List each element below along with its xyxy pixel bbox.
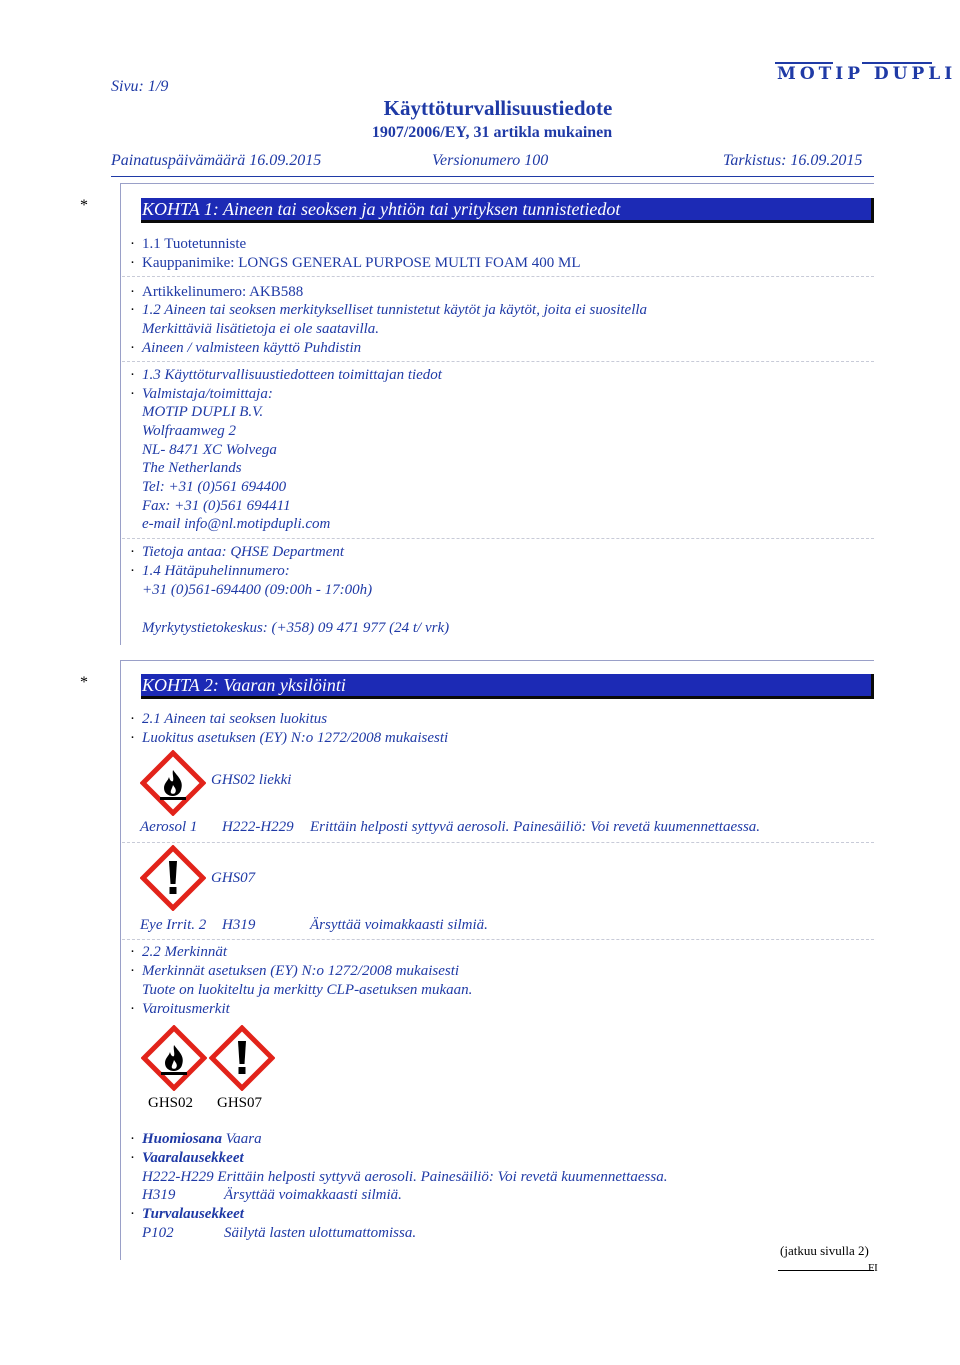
subsection-2-2-label: 2.2 Merkinnät <box>142 944 227 960</box>
precaution-text: Säilytä lasten ulottumattomissa. <box>224 1225 417 1241</box>
pictograms-label: Varoitusmerkit <box>142 1001 230 1017</box>
section-frame-top <box>120 660 874 661</box>
clp-label: Luokitus asetuksen (EY) N:o 1272/2008 mukaisesti <box>142 730 449 746</box>
pictogram-caption: GHS07 <box>217 1095 263 1111</box>
trade-name-row: · Kauppanimike: LONGS GENERAL PURPOSE MULTI FOAM 400 ML <box>130 255 581 271</box>
hazard-code: H319 <box>142 1187 176 1203</box>
hazard-row: · Vaaralausekkeet <box>130 1150 244 1166</box>
precaution-label: Turvalausekkeet <box>142 1206 244 1222</box>
row-separator <box>122 538 874 539</box>
ghs02-name: GHS02 liekki <box>211 772 292 788</box>
print-date: Painatuspäivämäärä 16.09.2015 <box>111 152 322 169</box>
eye-code: H319 <box>222 917 256 933</box>
signal-word-label: Huomiosana <box>142 1131 223 1147</box>
subsection-1-3: · 1.3 Käyttöturvallisuustiedotteen toimittajan tiedot <box>130 367 442 383</box>
row-separator <box>122 939 874 940</box>
section-frame <box>120 660 121 1260</box>
company-logo: MOTIP DUPLI <box>777 64 957 84</box>
eye-text: Ärsyttää voimakkaasti silmiä. <box>310 917 488 933</box>
info-label: Tietoja antaa: <box>142 544 227 560</box>
section-2-title: KOHTA 2: Vaaran yksilöinti <box>142 675 346 695</box>
flame-icon <box>140 750 206 816</box>
address-line: The Netherlands <box>142 460 242 476</box>
subsection-1-4-label: 1.4 Hätäpuhelinnumero: <box>142 563 290 579</box>
phone-line: Tel: +31 (0)561 694400 <box>142 479 287 495</box>
aerosol-class: Aerosol 1 <box>140 819 198 835</box>
page-number: Sivu: 1/9 <box>111 78 169 95</box>
section-1-title: KOHTA 1: Aineen tai seoksen ja yhtiön tai yrityksen tunnistetiedot <box>142 199 621 219</box>
supplier-row: · Valmistaja/toimittaja: <box>130 386 273 402</box>
hazard-label: Vaaralausekkeet <box>142 1150 244 1166</box>
row-separator <box>122 842 874 843</box>
no-info-text: Merkittäviä lisätietoja ei ole saatavilla. <box>142 321 380 337</box>
eye-class: Eye Irrit. 2 <box>140 917 207 933</box>
hazard-statement: H222-H229 Erittäin helposti syttyvä aerosoli. Painesäiliö: Voi revetä kuumennettaessa. <box>142 1169 668 1185</box>
fax-line: Fax: +31 (0)561 694411 <box>142 498 291 514</box>
pictograms-row: · Varoitusmerkit <box>130 1001 230 1017</box>
section-frame-top <box>120 183 874 184</box>
subsection-1-1-label: 1.1 Tuotetunniste <box>142 236 247 252</box>
hazard-text: Ärsyttää voimakkaasti silmiä. <box>224 1187 402 1203</box>
pictogram-caption: GHS02 <box>148 1095 194 1111</box>
label-reg-row: · Merkinnät asetuksen (EY) N:o 1272/2008 mukaisesti <box>130 963 460 979</box>
document-title: Käyttöturvallisuustiedote <box>383 96 613 120</box>
precaution-code: P102 <box>142 1225 174 1241</box>
language-code: FI <box>868 1262 878 1274</box>
signal-word-row: · Huomiosana Vaara <box>130 1131 262 1147</box>
row-separator <box>122 276 874 277</box>
article-number-value: AKB588 <box>249 284 304 300</box>
poison-center: Myrkytystietokeskus: (+358) 09 471 977 (24 t/ vrk) <box>142 620 450 636</box>
info-value: QHSE Department <box>230 544 345 560</box>
signal-word-value: Vaara <box>225 1131 262 1147</box>
exclamation-mark-icon <box>209 1025 275 1091</box>
section-frame <box>120 183 121 645</box>
address-line: Wolfraamweg 2 <box>142 423 237 439</box>
subsection-1-1: · 1.1 Tuotetunniste <box>130 236 247 252</box>
article-number-row: · Artikkelinumero: AKB588 <box>130 284 304 300</box>
trade-name-value: LONGS GENERAL PURPOSE MULTI FOAM 400 ML <box>238 255 581 271</box>
flame-icon <box>141 1025 207 1091</box>
emergency-phone: +31 (0)561-694400 (09:00h - 17:00h) <box>142 582 373 598</box>
subsection-2-1: · 2.1 Aineen tai seoksen luokitus <box>130 711 328 727</box>
info-row: · Tietoja antaa: QHSE Department <box>130 544 345 560</box>
subsection-1-2: · 1.2 Aineen tai seoksen merkitykselliset tunnistetut käytöt ja käytöt, joita ei suositella <box>130 302 648 318</box>
document-subtitle: 1907/2006/EY, 31 artikla mukainen <box>371 124 613 141</box>
row-separator <box>122 361 874 362</box>
address-line: MOTIP DUPLI B.V. <box>142 404 264 420</box>
address-line: NL- 8471 XC Wolvega <box>142 442 277 458</box>
label-reg-label: Merkinnät asetuksen (EY) N:o 1272/2008 mukaisesti <box>142 963 460 979</box>
version-number: Versionumero 100 <box>432 152 549 169</box>
email-line[interactable]: e-mail info@nl.motipdupli.com <box>142 516 331 532</box>
ghs07-name: GHS07 <box>211 870 256 886</box>
use-label: Aineen / valmisteen käyttö <box>142 340 300 356</box>
subsection-1-2-label: 1.2 Aineen tai seoksen merkitykselliset tunnistetut käytöt ja käytöt, joita ei suositella <box>142 302 648 318</box>
trade-name-label: Kauppanimike: <box>142 255 235 271</box>
article-number-label: Artikkelinumero: <box>142 284 247 300</box>
subsection-2-2: · 2.2 Merkinnät <box>130 944 227 960</box>
use-value: Puhdistin <box>303 340 362 356</box>
label-note: Tuote on luokiteltu ja merkitty CLP-asetuksen mukaan. <box>142 982 473 998</box>
aerosol-text: Erittäin helposti syttyvä aerosoli. Painesäiliö: Voi revetä kuumennettaessa. <box>310 819 761 835</box>
header-divider <box>111 176 874 177</box>
revision-marker: * <box>80 674 88 691</box>
footer-rule <box>778 1270 874 1271</box>
supplier-label: Valmistaja/toimittaja: <box>142 386 273 402</box>
subsection-1-3-label: 1.3 Käyttöturvallisuustiedotteen toimittajan tiedot <box>142 367 442 383</box>
precaution-row: · Turvalausekkeet <box>130 1206 244 1222</box>
subsection-2-1-label: 2.1 Aineen tai seoksen luokitus <box>142 711 328 727</box>
revision-marker: * <box>80 197 88 214</box>
use-row: · Aineen / valmisteen käyttö Puhdistin <box>130 340 362 356</box>
clp-row: · Luokitus asetuksen (EY) N:o 1272/2008 mukaisesti <box>130 730 449 746</box>
exclamation-mark-icon <box>140 845 206 911</box>
review-date: Tarkistus: 16.09.2015 <box>723 152 863 169</box>
subsection-1-4: · 1.4 Hätäpuhelinnumero: <box>130 563 290 579</box>
aerosol-codes: H222-H229 <box>222 819 294 835</box>
continued-note: (jatkuu sivulla 2) <box>780 1243 869 1258</box>
